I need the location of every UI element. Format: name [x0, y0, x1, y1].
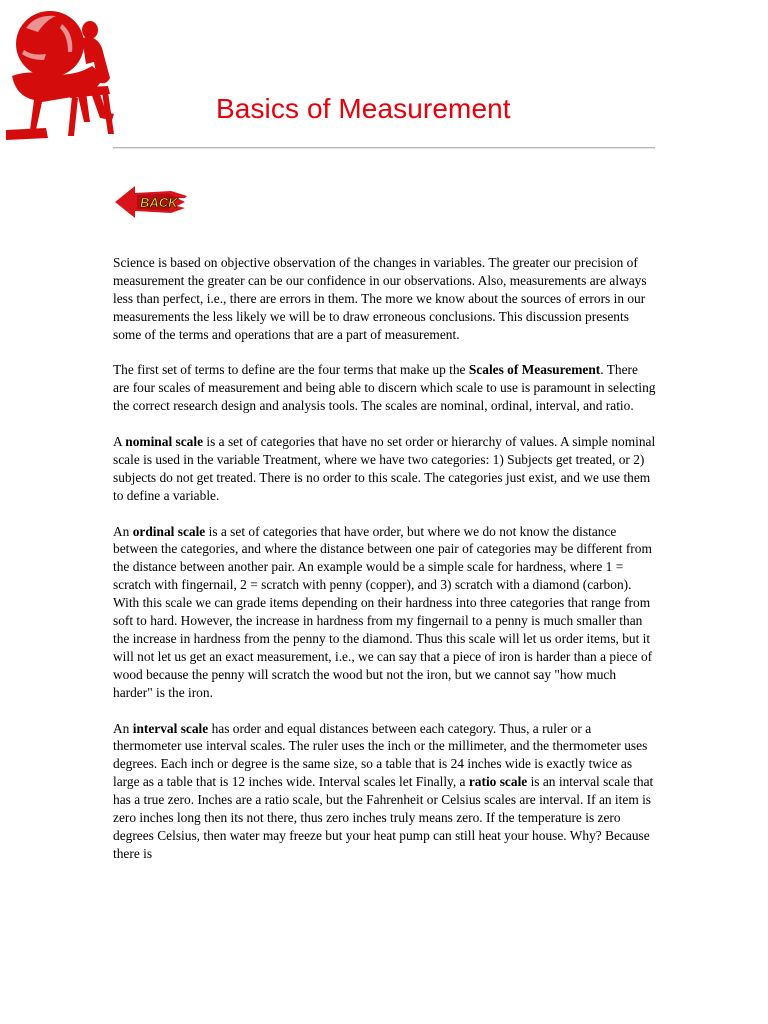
paragraph-scales — [113, 361, 656, 415]
paragraph-interval-ratio — [113, 720, 656, 863]
paragraph-text: An — [113, 720, 133, 736]
paragraph-text: A — [113, 434, 126, 450]
page-title: Basics of Measurement — [216, 93, 511, 124]
horizontal-divider — [113, 147, 655, 149]
paragraph-text: The first set of terms to define are the four terms that make up the — [113, 362, 469, 378]
bold-term: ordinal scale — [132, 523, 206, 539]
paragraph-text: . There are four scales of measurement and being able to discern which scale to use is paramount in selecting the correct research design and analysis tools. The scales are nominal, ordinal, interval, and ratio. — [113, 362, 656, 414]
bold-term: interval scale — [132, 720, 209, 736]
paragraph-nominal — [113, 433, 656, 505]
paragraph-text: Science is based on objective observation of the changes in variables. The greater our precision of measurement the greater can be our confidence in our observations. Also, measurements are always less than perfect, i.e., there are errors in them. The more we know about the sources of errors in our measurements the less likely we will be to draw erroneous conclusions. This discussion presents some of the terms and operations that are a part of measurement. — [113, 255, 647, 342]
back-label: BACK — [140, 195, 178, 210]
bold-term: ratio scale — [468, 774, 528, 790]
back-button[interactable] — [113, 184, 187, 220]
paragraph-text: has order and equal distances between each category. Thus, a ruler or a thermometer use interval scales. The ruler uses the inch or the millimeter, and the thermometer uses degrees. Each inch or degree is the same size, so a table that is 24 inches wide is exactly twice as large as a table that is 12 inches wide. Interval scales let Finally, a — [113, 720, 648, 790]
paragraph-intro — [113, 254, 656, 344]
bold-term: Scales of Measurement — [468, 362, 601, 378]
figure-at-desk-logo — [6, 4, 116, 142]
paragraph-text: is a set of categories that have no set order or hierarchy of values. A simple nominal scale is used in the variable Treatment, where we have two categories: 1) Subjects get treated, or 2) subjects do not get treated. There is no order to this scale. The categories just exist, and we use them to define a variable. — [113, 434, 656, 503]
article-body — [113, 254, 656, 881]
paragraph-text: An — [113, 523, 133, 539]
paragraph-text: is an interval scale that has a true zero. Inches are a ratio scale, but the Fahrenheit or Celsius scales are interval. If an item is zero inches long then its not there, thus zero inches truly means zero. If the temperature is zero degrees Celsius, then water may freeze but your heat pump can still heat your house. Why? Because there is — [113, 774, 654, 861]
paragraph-ordinal — [113, 523, 656, 702]
bold-term: nominal scale — [125, 434, 204, 450]
paragraph-text: is a set of categories that have order, but where we do not know the distance between the categories, and where the distance between one pair of categories may be different from the distance between another pair. An example would be a simple scale for hardness, where 1 = scratch with fingernail, 2 = scratch with penny (copper), and 3) scratch with a diamond (carbon). With this scale we can grade items depending on their hardness into three categories that range from soft to hard. However, the increase in hardness from my fingernail to a penny is much smaller than the increase in hardness from the penny to the diamond. Thus this scale will let us order items, but it will not let us get an exact measurement, i.e., we can say that a piece of iron is harder than a piece of wood because the penny will scratch the wood but not the iron, but we cannot say "how much harder" is the iron. — [113, 523, 653, 700]
